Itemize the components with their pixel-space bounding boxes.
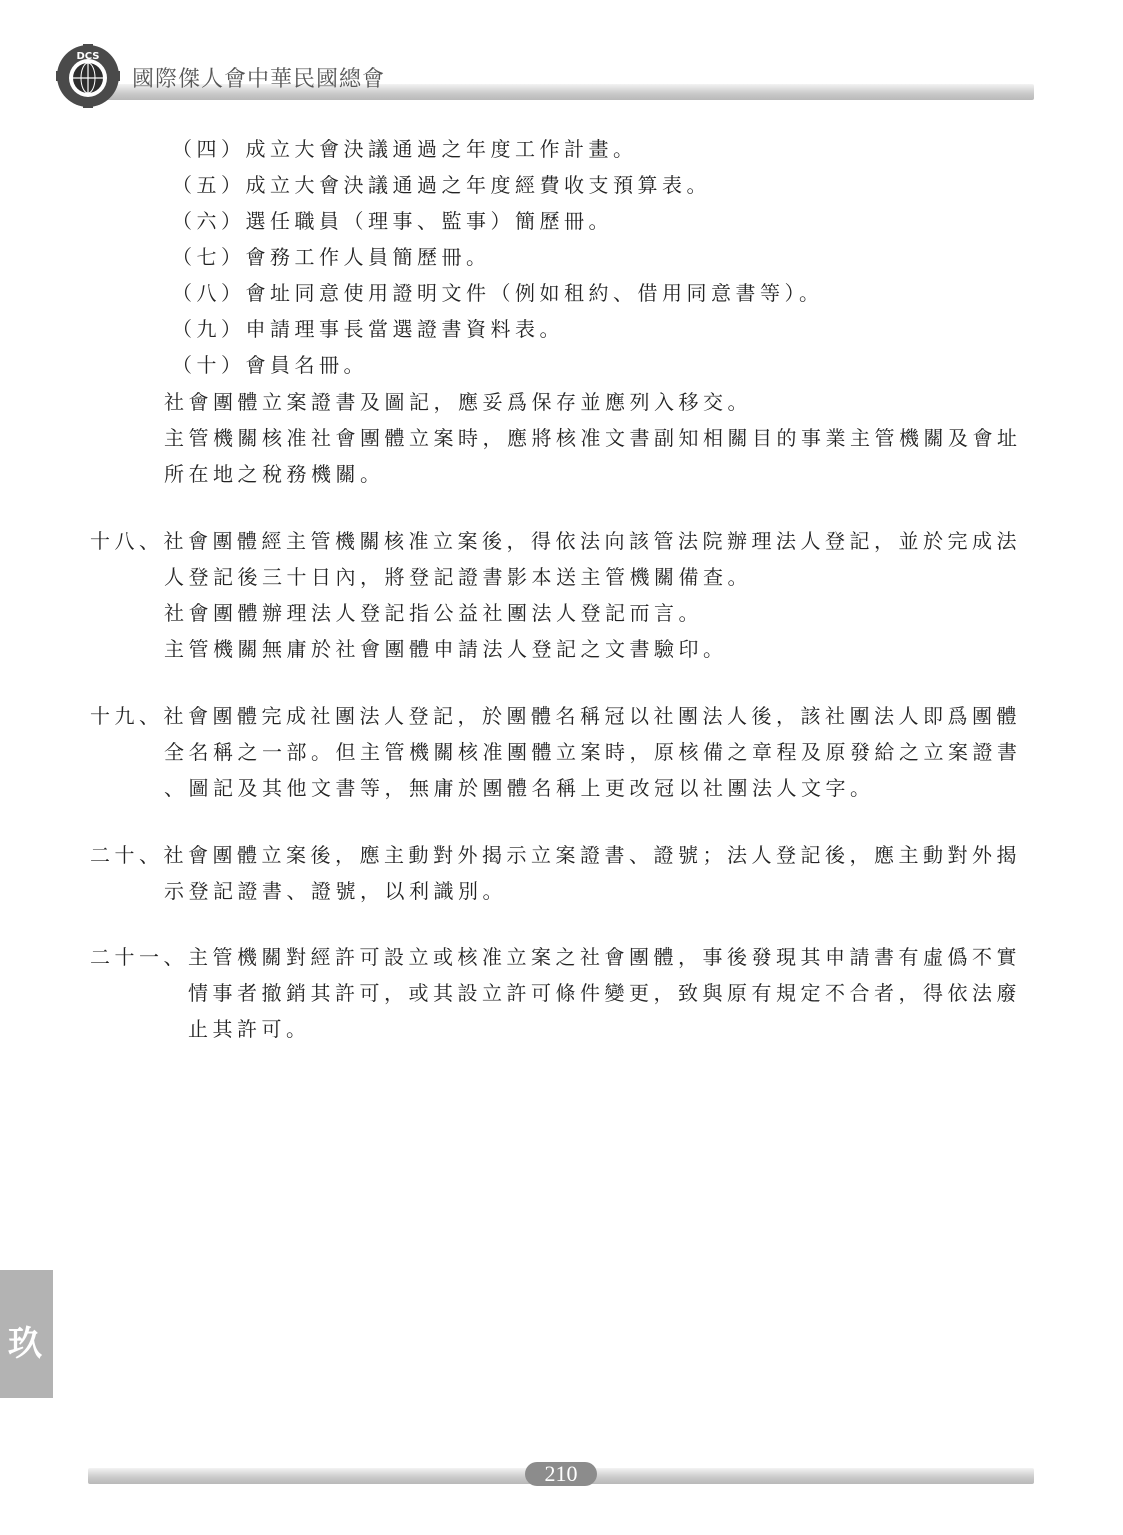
article-18-heading-line: 十八、社會團體經主管機關核准立案後，得依法向該管法院辦理法人登記，並於完成法 [90,529,1021,553]
text-line: 主管機關核准社會團體立案時，應將核准文書副知相關目的事業主管機關及會址 [164,426,1022,450]
text-line: （九）申請理事長當選證書資料表。 [172,317,564,341]
text-line: 情事者撤銷其許可，或其設立許可條件變更，致與原有規定不合者，得依法廢 [188,981,1021,1005]
article-20-heading-line: 二十、社會團體立案後，應主動對外揭示立案證書、證號；法人登記後，應主動對外揭 [90,843,1021,867]
text-line: （七）會務工作人員簡歷冊。 [172,245,491,269]
organization-name: 國際傑人會中華民國總會 [132,67,386,92]
svg-text:DCS: DCS [76,51,100,62]
chapter-side-tab [0,1270,53,1398]
text-line: （四）成立大會決議通過之年度工作計畫。 [172,137,638,161]
text-line: （十）會員名冊。 [172,353,368,377]
text-line: 全名稱之一部。但主管機關核准團體立案時，原核備之章程及原發給之立案證書 [164,740,1022,764]
text-line: 社會團體辦理法人登記指公益社團法人登記而言。 [164,601,703,625]
text-line: 人登記後三十日內，將登記證書影本送主管機關備查。 [164,565,752,589]
text-line: （六）選任職員（理事、監事）簡歷冊。 [172,209,613,233]
text-line: 示登記證書、證號，以利識別。 [164,879,507,903]
text-line: 止其許可。 [188,1017,311,1041]
article-21-heading-line: 二十一、主管機關對經許可設立或核准立案之社會團體，事後發現其申請書有虛僞不實 [90,945,1021,969]
text-line: 所在地之稅務機關。 [164,462,385,486]
chapter-label: 玖 [8,1324,42,1364]
text-line: （八）會址同意使用證明文件（例如租約、借用同意書等）。 [172,281,824,305]
page-number: 210 [544,1461,578,1486]
article-19-heading-line: 十九、社會團體完成社團法人登記，於團體名稱冠以社團法人後，該社團法人即爲團體 [90,704,1021,728]
text-line: 社會團體立案證書及圖記，應妥爲保存並應列入移交。 [164,390,752,414]
text-line: 主管機關無庸於社會團體申請法人登記之文書驗印。 [164,637,728,661]
text-line: 、圖記及其他文書等，無庸於團體名稱上更改冠以社團法人文字。 [164,776,875,800]
text-line: （五）成立大會決議通過之年度經費收支預算表。 [172,173,711,197]
